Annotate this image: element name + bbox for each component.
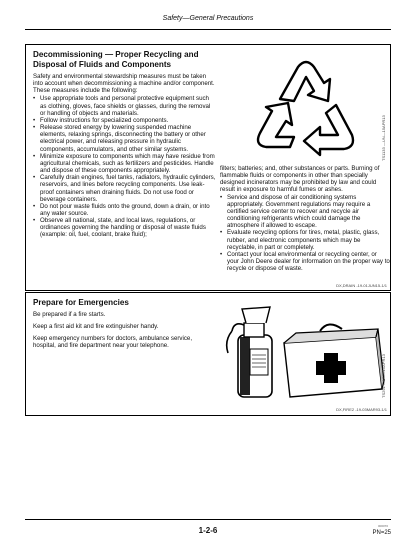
reference-code: DX,FIRE2 -19-03MAR93-1/1 [336,407,387,412]
decommissioning-heading [33,50,199,69]
decommissioning-left-column [33,73,217,239]
emergency-line: Be prepared if a fire starts. [33,311,106,318]
extinguisher-and-first-aid-kit-illustration [224,301,386,405]
emergency-line: Keep a first aid kit and fire extinguisher handy. [33,323,159,331]
decommissioning-section [25,44,391,291]
list-item: • Follow instructions for specialized components. [33,117,217,124]
heading-line-2: Disposal of Fluids and Components [33,59,172,69]
list-item: • Carefully drain engines, fuel tanks, radiators, hydraulic cylinders, reservoirs, and lines before recycling components. Use leak-proof containers when draining fluids. Do not use food or beverage containers. [33,174,217,203]
footer-rule [25,519,391,520]
pn-identifier: PN=25 [372,530,391,536]
emergency-line: Keep emergency numbers for doctors, ambulance service, hospital, and fire department near your telephone. [33,335,193,350]
list-item: • Do not pour waste fluids onto the ground, down a drain, or into any water source. [33,203,217,217]
list-item: • Contact your local environmental or recycling center, or your John Deere dealer for information on the proper way to recycle or dispose of waste. [220,251,390,272]
emergencies-section [25,292,391,416]
decommissioning-bullets-right [220,194,390,273]
running-header: Safety—General Precautions [162,15,254,22]
list-item: • Evaluate recycling options for tires, metal, plastic, glass, rubber, and electronic components which may be recyclable, in part or completely. [220,229,390,250]
continued-text: filters; batteries; and, other substances or parts. Burning of flammable fluids or components in other than specially designed incinerators may be prohibited by law and could result in exposure to harmful fumes or ashes. [220,165,380,194]
figure-code: TS291 —UN—15APR13 [381,354,386,398]
header-rule [25,29,391,30]
page-number: 1-2-6 [198,526,218,535]
decommissioning-right-column [220,165,390,272]
list-item: • Minimize exposure to components which may have residue from agricultural chemicals, such as fertilizers and pesticides. Handle and dispose of these components appropriately. [33,153,217,174]
footer-code: 000070 [377,524,388,528]
list-item: • Service and dispose of air conditioning systems appropriately. Government regulations may require a certified service center to recover and recycle air conditioning refrigerants which could damage the atmosphere if allowed to escape. [220,194,390,230]
decommissioning-bullets-left [33,95,217,238]
figure-code: TS1133 —UN—15APR13 [381,115,386,161]
emergencies-heading: Prepare for Emergencies [33,298,129,307]
list-item: • Observe all national, state, and local laws, regulations, or ordinances governing the handling or disposal of waste fluids (example: oil, fuel, coolant, brake fluid); [33,217,217,238]
heading-line-1: Decommissioning — Proper Recycling and [33,50,199,59]
list-item: • Use appropriate tools and personal protective equipment such as clothing, gloves, face shields or glasses, during the removal or handling of objects and materials. [33,95,217,116]
recycle-icon [250,51,362,159]
emergencies-text [33,311,203,350]
reference-code: DX,DRAIN -19-01JUN15-1/1 [336,283,387,288]
list-item: • Release stored energy by lowering suspended machine elements, relaxing springs, disconnecting the battery or other electrical power, and releasing pressure in hydraulic components, accumulators, and other similar systems. [33,124,217,153]
decommissioning-intro: Safety and environmental stewardship measures must be taken into account when decommissioning a machine and/or component. These measures include the following: [33,73,215,95]
